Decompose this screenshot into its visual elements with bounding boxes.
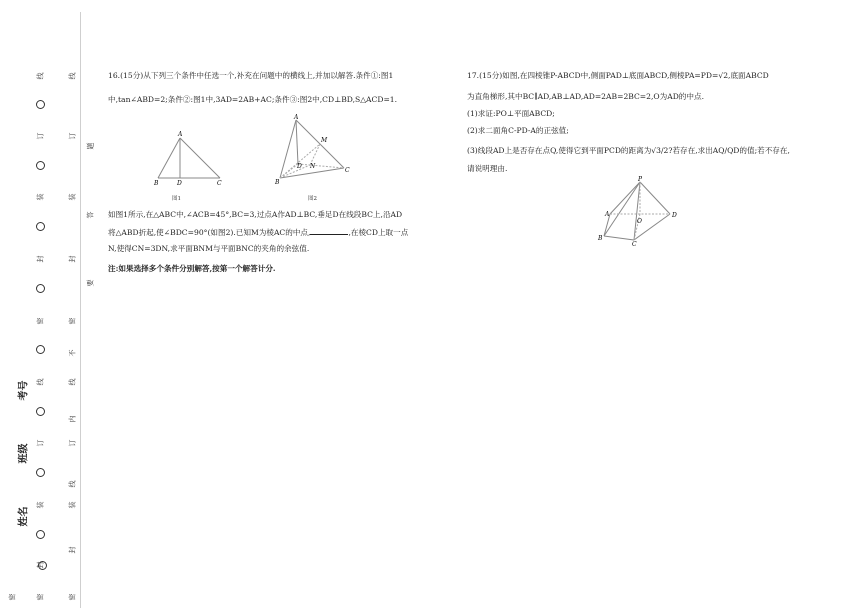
fig1-caption: 图1 xyxy=(172,196,181,202)
binding-circle xyxy=(36,161,45,170)
seal-char: 装 xyxy=(36,193,45,201)
fig17-label-d: D xyxy=(672,212,677,219)
binding-line xyxy=(80,12,81,608)
fig2-label-a: A xyxy=(294,114,299,121)
seal-char: 密 xyxy=(8,593,17,601)
binding-circle xyxy=(36,530,45,539)
fig1-label-b: B xyxy=(154,180,159,186)
answer-blank[interactable] xyxy=(310,226,348,235)
seal-char: 线 xyxy=(36,378,45,386)
fig17-label-o: O xyxy=(637,218,642,225)
seal-char: 密 xyxy=(36,593,45,601)
binding-circle xyxy=(36,345,45,354)
binding-circle xyxy=(36,468,45,477)
seal-char: 线 xyxy=(68,480,77,488)
q16-line1: 16.(15分)从下列三个条件中任选一个,补充在问题中的横线上,并加以解答.条件①:图1 xyxy=(108,71,394,80)
seal-char: 要 xyxy=(86,279,95,287)
seal-char: 封 xyxy=(68,546,77,554)
seal-char: 不 xyxy=(68,349,77,357)
q16-note: 注:如果选择多个条件分别解答,按第一个解答计分. xyxy=(108,264,276,273)
seal-char: 线 xyxy=(68,378,77,386)
binding-circle xyxy=(36,222,45,231)
seal-char: 订 xyxy=(36,439,45,447)
q17-item3b: 请说明理由. xyxy=(467,164,508,173)
seal-char: 内 xyxy=(68,415,77,423)
seal-char: 封 xyxy=(36,255,45,263)
seal-char: 封 xyxy=(68,255,77,263)
q17-item2: (2)求二面角C-PD-A的正弦值; xyxy=(467,126,569,135)
seal-char: 封 xyxy=(36,561,45,569)
q16-line3: 如图1所示,在△ABC中,∠ACB=45°,BC=3,过点A作AD⊥BC,垂足D在线段BC上,沿AD xyxy=(108,210,403,219)
fig17-label-c: C xyxy=(632,241,637,246)
fig2-label-m: M xyxy=(321,137,328,144)
seal-char: 装 xyxy=(68,193,77,201)
fig2-caption: 图2 xyxy=(308,196,317,202)
binding-circle xyxy=(36,284,45,293)
name-label: 姓名 xyxy=(18,506,30,527)
seal-char: 线 xyxy=(36,72,45,80)
q16-line2: 中,tan∠ABD=2;条件②:图1中,3AD=2AB+AC;条件③:图2中,CD⊥BD,S△ACD=1. xyxy=(108,95,398,104)
q17-line1: 17.(15分)如图,在四棱锥P-ABCD中,侧面PAD⊥底面ABCD,侧棱PA=PD=√2,底面ABCD xyxy=(467,71,769,80)
q17-item1: (1)求证:PO⊥平面ABCD; xyxy=(467,109,555,118)
fig17-label-p: P xyxy=(638,176,643,183)
q16-line4-text: 将△ABD折起,使∠BDC=90°(如图2).已知M为棱AC的中点, xyxy=(108,228,311,237)
binding-circle xyxy=(38,561,47,570)
seal-char: 题 xyxy=(86,142,95,150)
fig1-label-a: A xyxy=(178,131,183,138)
seal-char: 答 xyxy=(86,211,95,219)
q16-figure-1 xyxy=(150,130,230,186)
seal-char: 密 xyxy=(68,317,77,325)
q17-item3: (3)线段AD上是否存在点Q,使得它到平面PCD的距离为√3/2?若存在,求出AQ/QD的值;若不存在, xyxy=(467,146,790,155)
seal-char: 订 xyxy=(36,132,45,140)
q16-figure-2 xyxy=(274,114,354,186)
fig17-label-a: A xyxy=(605,211,610,218)
exam-number-label: 考号 xyxy=(18,380,30,401)
binding-circle xyxy=(36,407,45,416)
seal-char: 密 xyxy=(36,317,45,325)
binding-circle xyxy=(36,100,45,109)
seal-char: 线 xyxy=(68,72,77,80)
fig1-label-d: D xyxy=(177,180,182,186)
q17-figure xyxy=(594,176,684,246)
fig2-label-c: C xyxy=(345,167,350,174)
q16-line5: N,使得CN=3DN,求平面BNM与平面BNC的夹角的余弦值. xyxy=(108,244,310,253)
fig1-label-c: C xyxy=(217,180,222,186)
q16-line4 xyxy=(108,226,408,239)
fig17-label-b: B xyxy=(598,235,603,242)
q16-line4b-text: ,在棱CD上取一点 xyxy=(348,228,409,237)
seal-char: 订 xyxy=(68,132,77,140)
seal-char: 订 xyxy=(68,439,77,447)
seal-char: 装 xyxy=(36,501,45,509)
seal-char: 装 xyxy=(68,501,77,509)
fig2-label-b: B xyxy=(275,179,280,186)
q17-line2: 为直角梯形,其中BC∥AD,AB⊥AD,AD=2AB=2BC=2,O为AD的中点. xyxy=(467,92,704,101)
seal-char: 密 xyxy=(68,593,77,601)
class-label: 班级 xyxy=(18,443,30,464)
fig2-label-d: D xyxy=(297,163,302,170)
fig2-label-n: N xyxy=(310,163,316,170)
